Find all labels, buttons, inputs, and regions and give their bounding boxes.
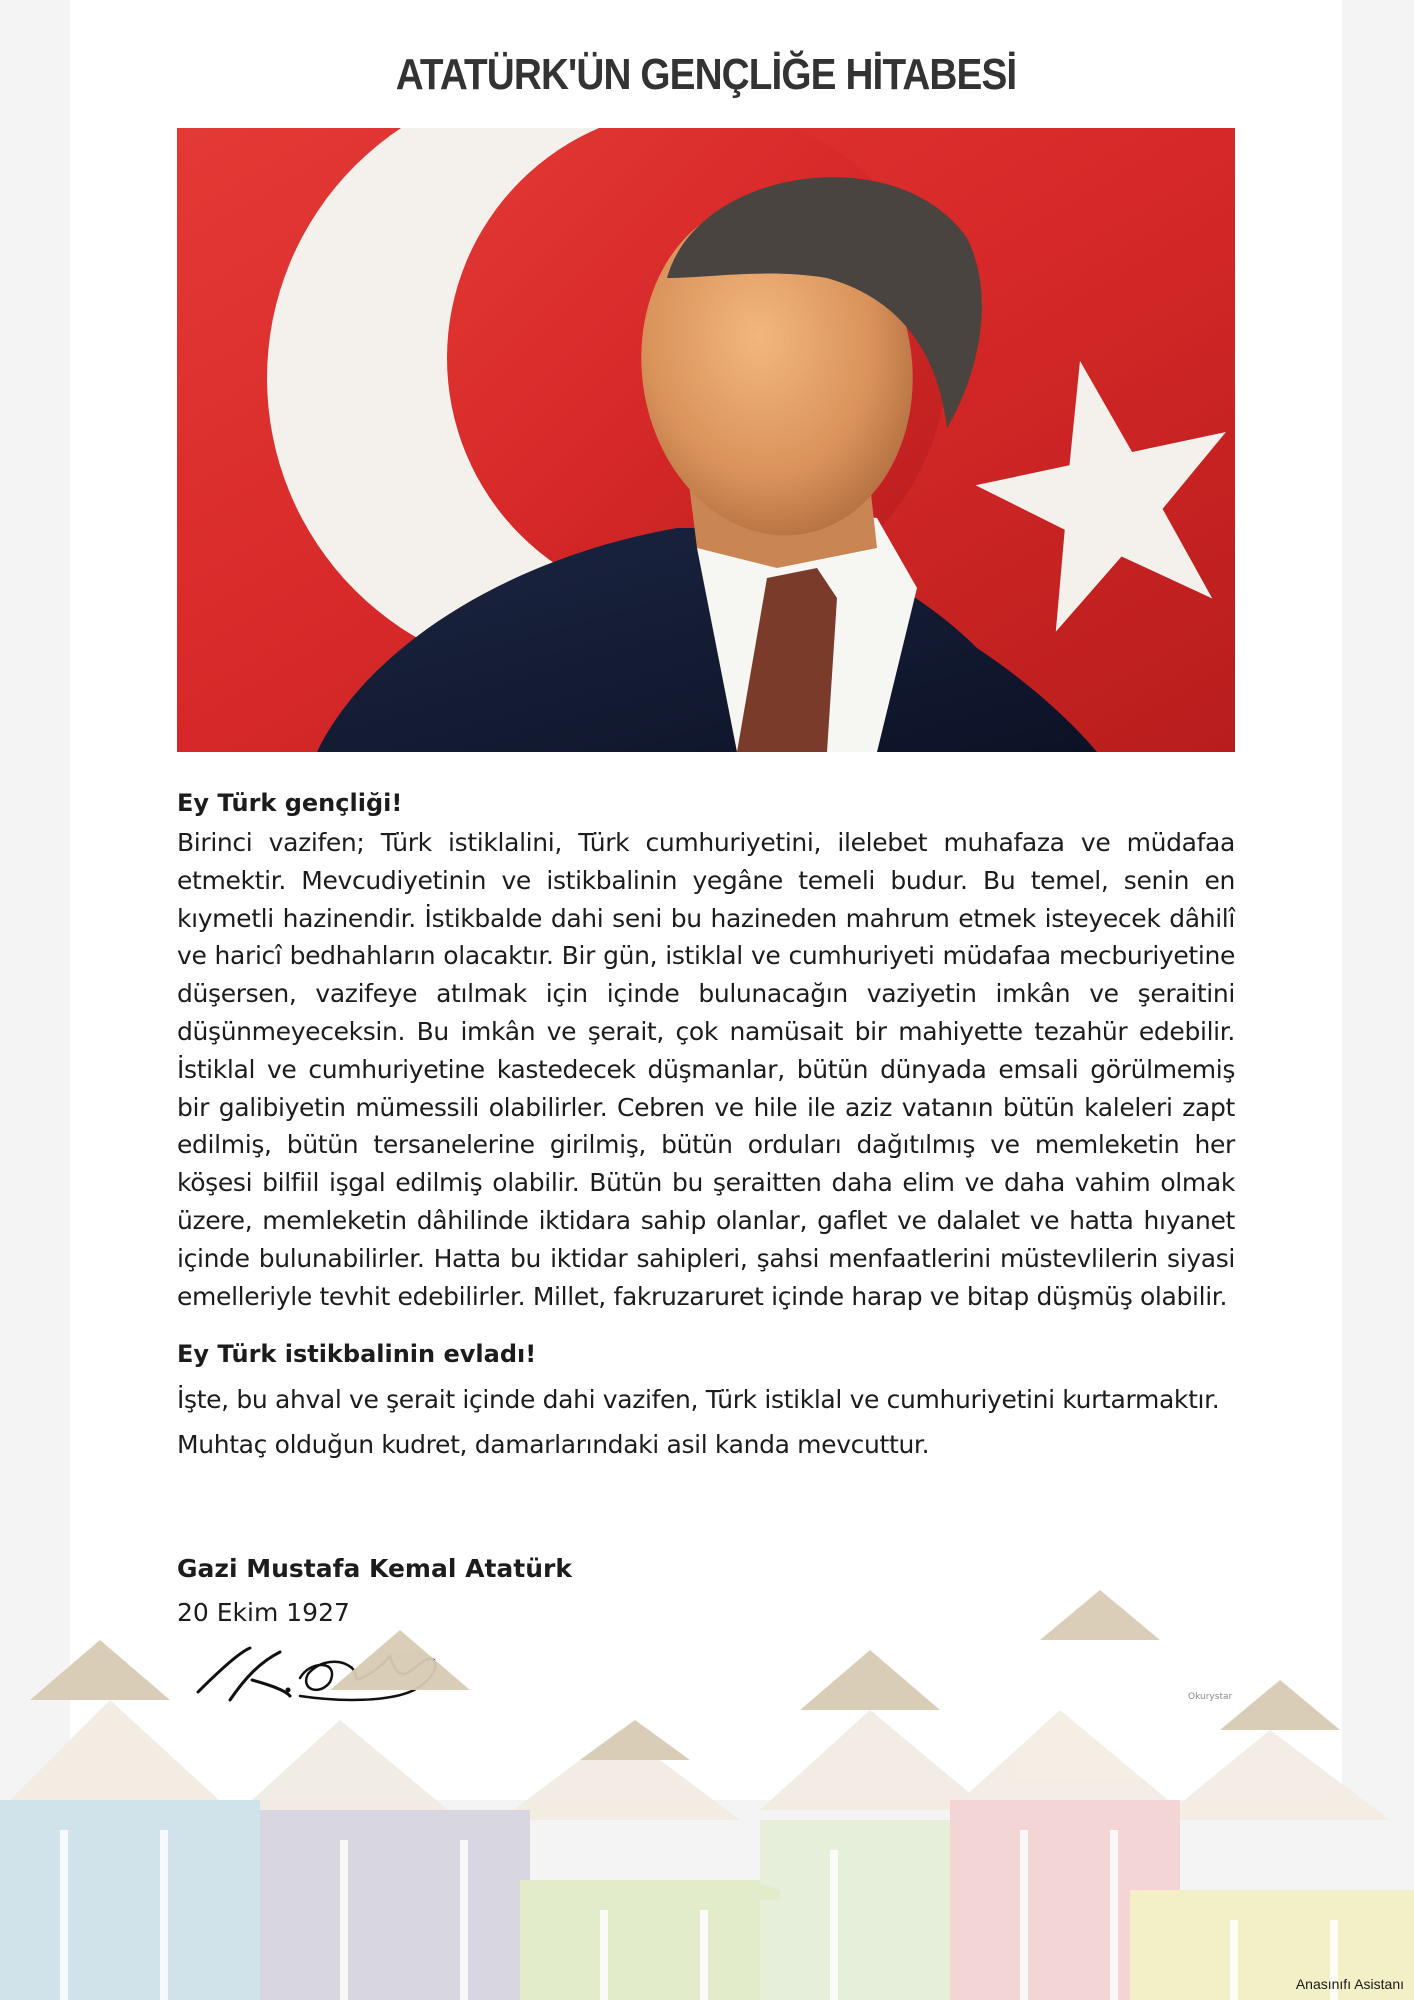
- section-heading-future: Ey Türk istikbalinin evladı!: [177, 1340, 537, 1369]
- speech-paragraph: Birinci vazifen; Türk istiklalini, Türk cumhuriyetini, ilelebet muhafaza ve müdafaa etmektir. Mevcudiyetinin ve istikbalinin yegâne temeli budur. Bu temel, senin en kıymetli hazinendir. İstikbalde dahi seni bu hazineden mahrum etmek isteyecek dâhilî ve haricî bedhahların olacaktır. Bir gün, istiklal ve cumhuriyeti müdafaa mecburiyetine düşersen, vazifeye atılmak için içinde bulunacağın vaziyetin imkân ve şeraitini düşünmeyeceksin. Bu imkân ve şerait, çok namüsait bir mahiyette tezahür edebilir. İstiklal ve cumhuriyetine kastedecek düşmanlar, bütün dünyada emsali görülmemiş bir galibiyetin mümessili olabilirler. Cebren ve hile ile aziz vatanın bütün kaleleri zapt edilmiş, bütün tersanelerine girilmiş, bütün orduları dağıtılmış ve memleketin her köşesi bilfiil işgal edilmiş olabilir. Bütün bu şeraitten daha elim ve daha vahim olmak üzere, memleketin dâhilinde iktidara sahip olanlar, gaflet ve dalalet ve hatta hıyanet içinde bulunabilirler. Hatta bu iktidar sahipleri, şahsi menfaatlerini müstevlilerin siyasi emelleriyle tevhit edebilirler. Millet, fakruzaruret içinde harap ve bitap düşmüş olabilir.: [177, 828, 1235, 1311]
- watermark: Anasınıfı Asistanı: [1295, 1976, 1404, 1992]
- pencil-tip: [580, 1720, 690, 1760]
- pencil-border-decoration: [0, 1580, 1414, 2000]
- pencil-gray: [260, 1810, 530, 2000]
- speech-text: [177, 786, 1235, 1467]
- closing-line-1: İşte, bu ahval ve şerait içinde dahi vazifen, Türk istiklal ve cumhuriyetini kurtarmaktır.: [177, 1385, 1220, 1415]
- pencil-tip: [30, 1640, 170, 1700]
- pencil-blue: [0, 1800, 260, 2000]
- hero-image: [177, 128, 1235, 752]
- publisher-mark: Okurystar: [1188, 1692, 1233, 1702]
- section-heading-youth: Ey Türk gençliği!: [177, 789, 403, 817]
- pencil-lightgreen: [760, 1820, 970, 2000]
- author-name: Gazi Mustafa Kemal Atatürk: [177, 1554, 572, 1583]
- speech-date: 20 Ekim 1927: [177, 1598, 350, 1627]
- portrait-with-turkish-flag: [177, 128, 1235, 752]
- pencil-tip: [330, 1630, 470, 1690]
- document-title: ATATÜRK'ÜN GENÇLİĞE HİTABESİ: [395, 50, 1017, 99]
- pencil-tip: [1040, 1590, 1160, 1640]
- pencil-tip: [800, 1650, 940, 1710]
- pencil-tip: [1220, 1680, 1340, 1730]
- closing-line-2: Muhtaç olduğun kudret, damarlarındaki asil kanda mevcuttur.: [177, 1430, 930, 1460]
